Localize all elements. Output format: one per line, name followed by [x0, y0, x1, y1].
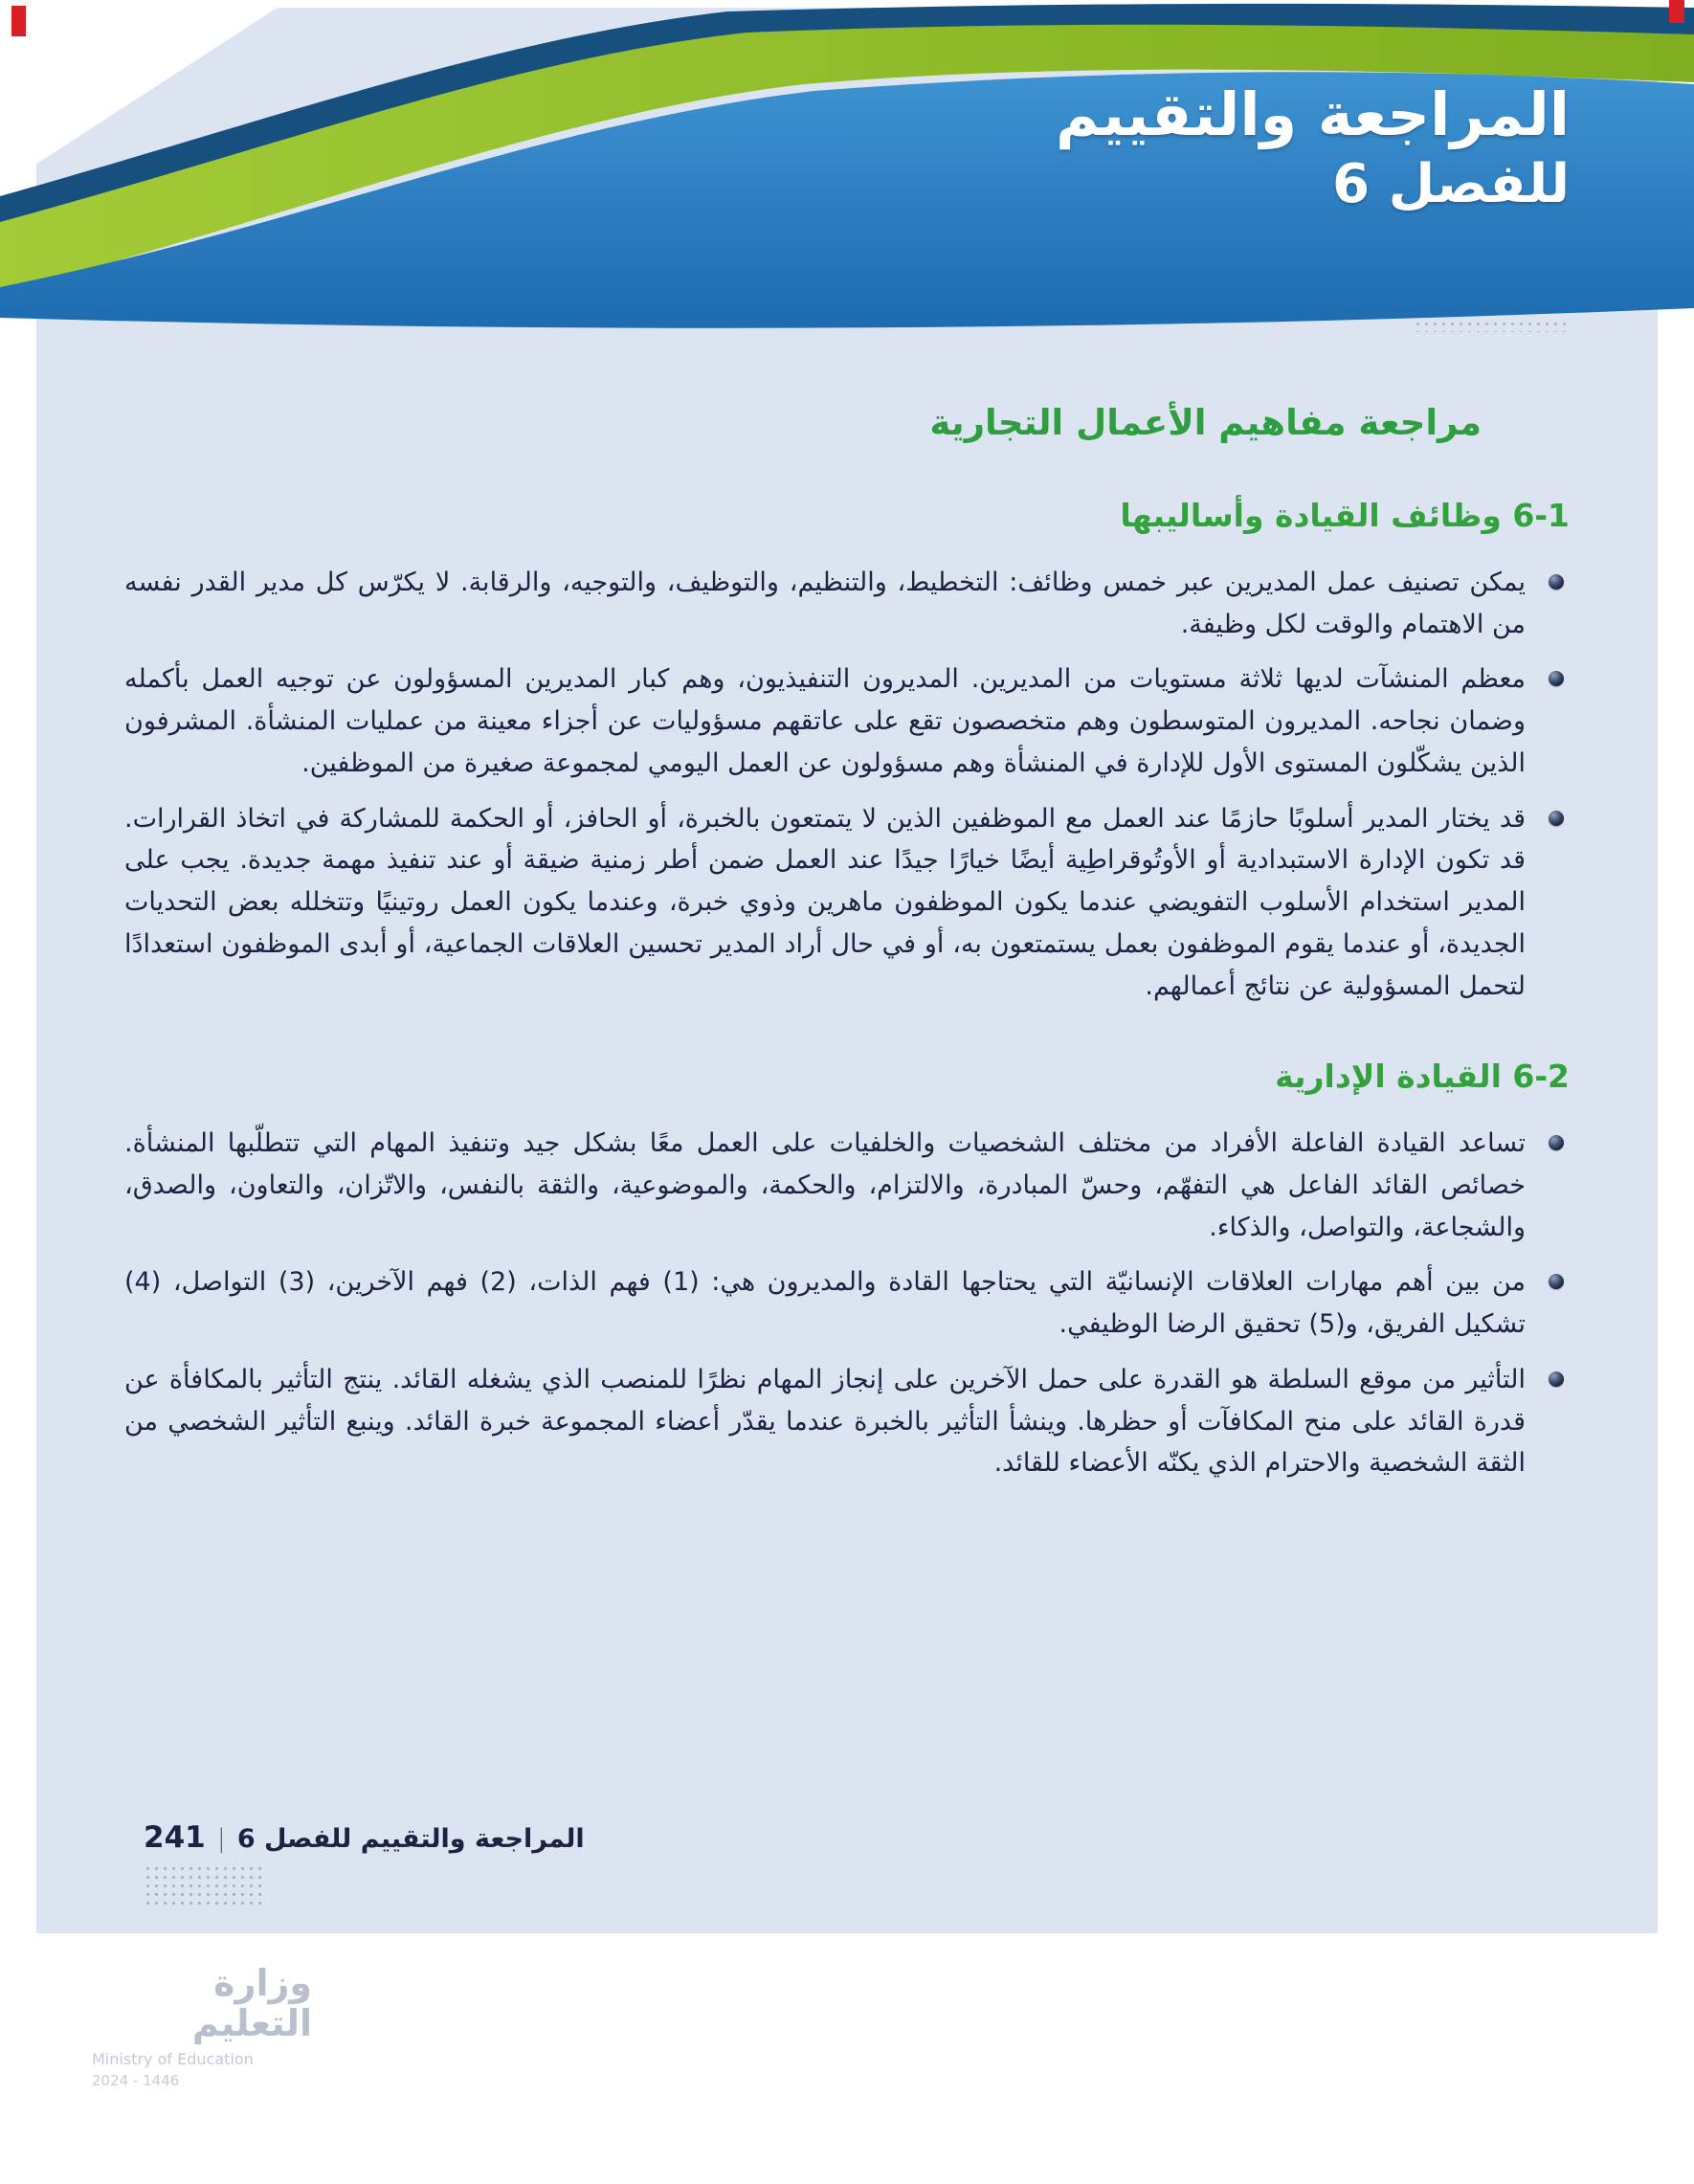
bullet-item	[124, 798, 1570, 1008]
bullet-text: يمكن تصنيف عمل المديرين عبر خمس وظائف: التخطيط، والتنظيم، والتوظيف، والتوجيه، والرقابة. لا يكرّس كل مدير القدر نفسه من الاهتمام والوقت لكل وظيفة.	[124, 567, 1526, 639]
bullet-icon	[1549, 1274, 1564, 1289]
footer-chapter-label: المراجعة والتقييم للفصل 6	[236, 1824, 585, 1854]
main-heading: مراجعة مفاهيم الأعمال التجارية	[929, 402, 1482, 443]
page-title-line2: للفصل 6	[1332, 153, 1570, 216]
bullet-item	[124, 1261, 1570, 1345]
section-1-heading: 6-1 وظائف القيادة وأساليبها	[1120, 497, 1570, 535]
footer-separator: |	[216, 1824, 226, 1854]
halftone-dots-banner	[1414, 320, 1571, 332]
bullet-icon	[1549, 1135, 1564, 1150]
bullet-item	[124, 562, 1570, 645]
page-number: 241	[144, 1820, 206, 1855]
bullet-item	[124, 658, 1570, 784]
bullet-icon	[1549, 1371, 1564, 1387]
bullet-item	[124, 1359, 1570, 1484]
section-2-bullet-list	[124, 1123, 1570, 1484]
page-content	[124, 400, 1570, 1498]
ministry-logo-arabic: وزارة التعليم	[191, 1962, 312, 2044]
halftone-dots-footer	[144, 1864, 266, 1906]
bullet-item	[124, 1123, 1570, 1248]
bullet-text: التأثير من موقع السلطة هو القدرة على حمل الآخرين على إنجاز المهام نظرًا للمنصب الذي يشغله القائد. ينتج التأثير بالمكافأة عن قدرة القائد على منح المكافآت أو حظرها. وينشأ التأثير بالخبرة عندما يقدّر أعضاء المجموعة خبرة القائد. وينبع التأثير الشخصي من الثقة الشخصية والاحترام الذي يكنّه الأعضاء للقائد.	[124, 1364, 1526, 1479]
bullet-icon	[1549, 811, 1564, 826]
section-2-heading: 6-2 القيادة الإدارية	[1275, 1058, 1570, 1096]
ministry-logo-english: Ministry of Education	[92, 2049, 254, 2068]
page-title-line1: المراجعة والتقييم	[1055, 79, 1570, 149]
bullet-text: من بين أهم مهارات العلاقات الإنسانيّة التي يحتاجها القادة والمديرون هي: (1) فهم الذات، (2) فهم الآخرين، (3) التواصل، (4) تشكيل الفريق، و(5) تحقيق الرضا الوظيفي.	[124, 1267, 1527, 1340]
ministry-logo-edition: 2024 - 1446	[92, 2071, 180, 2089]
header-banner	[0, 0, 1694, 345]
bullet-text: معظم المنشآت لديها ثلاثة مستويات من المديرين. المديرون التنفيذيون، وهم كبار المديرين المسؤولون عن توجيه العمل بأكمله وضمان نجاحه. المديرون المتوسطون وهم متخصصون تقع على عاتقهم مسؤوليات عن أجزاء معينة من عمليات المنشأة. المشرفون الذين يشكّلون المستوى الأول للإدارة في المنشأة وهم مسؤولون عن العمل اليومي لمجموعة صغيرة من الموظفين.	[124, 664, 1526, 778]
bullet-text: تساعد القيادة الفاعلة الأفراد من مختلف الشخصيات والخلفيات على العمل معًا بشكل جيد وتنفيذ المهام التي تتطلّبها المنشأة. خصائص القائد الفاعل هي التفهّم، وحسّ المبادرة، والالتزام، والحكمة، والموضوعية، والثقة بالنفس، والاتّزان، والتعاون، والصدق، والشجاعة، والتواصل، والذكاء.	[124, 1128, 1526, 1242]
bullet-icon	[1549, 574, 1564, 590]
bullet-icon	[1549, 671, 1564, 686]
crop-mark-top-left	[11, 6, 26, 36]
page-title	[1056, 80, 1570, 216]
bullet-text: قد يختار المدير أسلوبًا حازمًا عند العمل مع الموظفين الذين لا يتمتعون بالخبرة، أو الحافز، أو الحكمة للمشاركة في اتخاذ القرارات. قد تكون الإدارة الاستبدادية أو الأوتُوقراطِية أيضًا خيارًا جيدًا عند العمل ضمن أطر زمنية ضيقة أو عند تنفيذ مهمة جديدة. يجب على المدير استخدام الأسلوب التفويضي عندما يكون الموظفون ماهرين وذوي خبرة، وعندما يكون العمل روتينيًا وتتخلله بعض التحديات الجديدة، أو عندما يقوم الموظفون بعمل يستمتعون به، أو في حال أراد المدير تحسين العلاقات الجماعية، أو أبدى الموظفون استعدادًا لتحمل المسؤولية عن نتائج أعمالهم.	[124, 803, 1526, 1001]
crop-mark-top-right	[1669, 0, 1684, 23]
section-1-bullet-list	[124, 562, 1570, 1007]
ministry-of-education-logo	[92, 1964, 312, 2089]
page-footer	[144, 1820, 585, 1855]
